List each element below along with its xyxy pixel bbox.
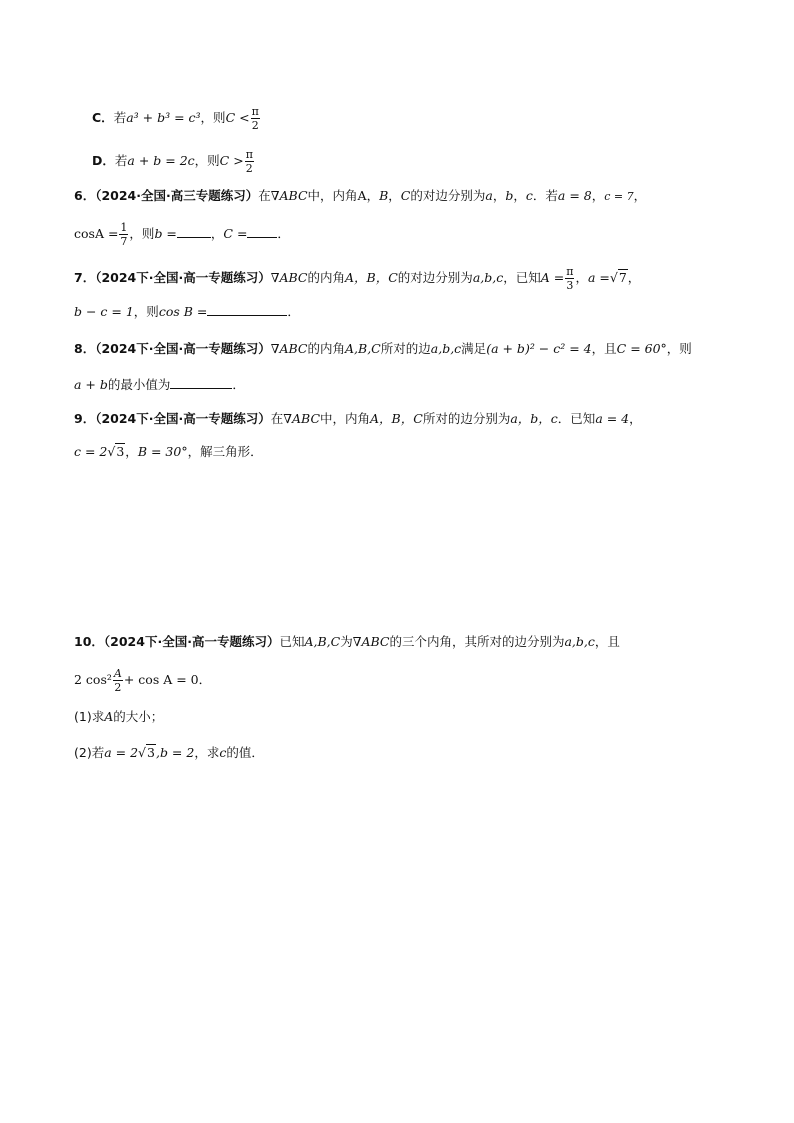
sqrt-radicand: 7 — [618, 270, 627, 285]
text: ． — [277, 226, 290, 241]
option-label: D． — [92, 153, 115, 168]
math-expression: A = — [540, 270, 565, 285]
question-9-line-1 — [74, 409, 642, 429]
text: ，则 — [133, 304, 159, 319]
text: ．已知 — [557, 411, 596, 426]
question-8-line-1 — [74, 339, 692, 359]
sqrt-radicand: 3 — [116, 444, 125, 459]
math-expression: A，B，C — [345, 270, 398, 285]
text: 的对边分别为 — [410, 188, 486, 203]
math-expression: A,B,C — [345, 341, 381, 356]
text: ． — [232, 377, 245, 392]
math-expression: + cos A = 0 — [123, 672, 199, 687]
math-expression: cos B = — [158, 304, 208, 319]
question-source: （2024·全国·高三专题练习） — [95, 188, 259, 203]
math-expression: C = — [223, 226, 248, 241]
math-expression: a + b — [74, 377, 108, 392]
text: 在 — [270, 411, 284, 426]
math-expression: a³ + b³ = c³ — [126, 110, 201, 125]
text: 在 — [258, 188, 271, 203]
text: 中，内角 — [307, 188, 358, 203]
text: 的大小； — [113, 709, 164, 724]
question-number: 10． — [74, 634, 104, 649]
answer-blank-cosb[interactable] — [207, 303, 287, 316]
question-number: 8． — [74, 341, 96, 356]
math-expression: 2 cos² — [74, 672, 112, 687]
option-d — [92, 148, 255, 175]
math-variable: c — [525, 188, 533, 203]
math-variable: a — [485, 188, 493, 203]
text: ． — [287, 304, 300, 319]
fraction — [251, 105, 260, 132]
option-label: C． — [92, 110, 114, 125]
math-variable: B — [379, 188, 389, 203]
text: 的内角 — [307, 341, 346, 356]
text: 为 — [340, 634, 353, 649]
math-variable: A — [357, 188, 367, 203]
fraction-denominator: 2 — [114, 681, 122, 694]
text: ，且 — [594, 634, 620, 649]
text: ，则 — [129, 226, 155, 241]
text: 若 — [113, 110, 127, 125]
fraction — [113, 667, 123, 694]
fraction — [245, 148, 254, 175]
text: (1)求 — [74, 709, 105, 724]
math-expression: a + b = 2c — [127, 153, 195, 168]
math-variable: b — [505, 188, 514, 203]
fraction-denominator: 2 — [245, 162, 253, 175]
text: ， — [575, 270, 588, 285]
text: ， — [210, 226, 224, 241]
math-expression: a = 2 — [104, 745, 139, 760]
text: 的最小值为 — [107, 377, 171, 392]
math-expression: ∇ABC — [270, 341, 308, 356]
math-expression: a = — [587, 270, 610, 285]
fraction — [565, 265, 574, 292]
fraction-numerator: π — [245, 148, 253, 161]
text: 的三个内角，其所对的边分别为 — [389, 634, 565, 649]
text: 所对的边分别为 — [422, 411, 511, 426]
text: ， — [627, 270, 641, 285]
text: 的值． — [226, 745, 264, 760]
math-expression: a,b,c — [430, 341, 462, 356]
fraction — [119, 221, 128, 248]
text: ，则 — [194, 153, 220, 168]
question-number: 6． — [74, 188, 96, 203]
math-expression: a,b,c — [564, 634, 595, 649]
math-expression: a = 4 — [595, 411, 630, 426]
question-number: 9． — [74, 411, 96, 426]
question-7-line-1: 7．（2024下·全国·高一专题练习）∇ABC的内角A，B，C的对边分别为a,b,c，已知A = $\frac{\pi}{3}$ ，a =√7， — [74, 265, 641, 292]
text: ， — [633, 188, 647, 203]
question-10-part-2: (2)若a = 2√3,b = 2，求c的值． — [74, 745, 264, 760]
fraction-numerator: π — [566, 265, 574, 278]
question-source: （2024下·全国·高一专题练习） — [95, 411, 271, 426]
math-expression: c = 7 — [604, 190, 634, 203]
text: ，求 — [194, 745, 220, 760]
text: ，则 — [666, 341, 692, 356]
fraction-denominator: 7 — [120, 235, 128, 248]
text: ，且 — [591, 341, 617, 356]
text: ， — [513, 188, 526, 203]
math-expression: a,b,c — [472, 270, 504, 285]
question-source: （2024下·全国·高一专题练习） — [103, 634, 280, 649]
text: ，解三角形． — [187, 444, 263, 459]
math-expression: B = 30° — [137, 444, 188, 459]
text: ， — [629, 411, 642, 426]
text: ， — [492, 188, 506, 203]
answer-blank-c[interactable] — [247, 225, 277, 238]
math-expression: a，b，c — [510, 411, 558, 426]
question-source: （2024下·全国·高一专题练习） — [95, 270, 271, 285]
text: 所对的边 — [380, 341, 431, 356]
text: (2)若 — [74, 745, 105, 760]
fraction-numerator: 1 — [120, 221, 128, 234]
fraction-numerator: A — [113, 667, 122, 680]
sqrt-radicand: 3 — [147, 745, 155, 760]
text: 已知 — [279, 634, 305, 649]
text: 的对边分别为 — [397, 270, 473, 285]
math-expression: ∇ABC — [283, 411, 321, 426]
answer-blank-min[interactable] — [170, 376, 232, 389]
math-expression: ∇ABC — [270, 188, 308, 203]
math-expression: A，B，C — [370, 411, 423, 426]
fraction-numerator: π — [251, 105, 259, 118]
math-variable: C — [400, 188, 411, 203]
question-7-line-2 — [74, 302, 300, 322]
question-number: 7． — [74, 270, 96, 285]
question-10-line-1 — [74, 632, 620, 652]
text: ， — [388, 188, 401, 203]
question-6-line-1 — [74, 186, 646, 207]
text: ， — [366, 188, 380, 203]
fraction-denominator: 3 — [566, 279, 574, 292]
math-expression: c = 2 — [74, 444, 108, 459]
question-8-line-2 — [74, 375, 245, 395]
text: ， — [125, 444, 138, 459]
math-expression: a = 8 — [557, 188, 592, 203]
text: ． — [198, 672, 212, 687]
math-expression: ,b = 2 — [155, 745, 195, 760]
question-10-line-2 — [74, 667, 211, 694]
text: ，已知 — [503, 270, 541, 285]
text: ．若 — [532, 188, 558, 203]
math-expression: ∇ABC — [270, 270, 308, 285]
text: 若 — [114, 153, 128, 168]
math-expression: C = 60° — [616, 341, 667, 356]
math-expression: A,B,C — [304, 634, 341, 649]
math-expression: C < — [225, 110, 250, 125]
math-expression: C > — [219, 153, 244, 168]
math-variable: c — [219, 745, 227, 760]
math-expression: b = — [154, 226, 177, 241]
text: 的内角 — [307, 270, 346, 285]
question-9-line-2: c = 2√3，B = 30°，解三角形． — [74, 444, 263, 459]
math-expression: ∇ABC — [352, 634, 390, 649]
text: ，则 — [200, 110, 226, 125]
text: 中，内角 — [320, 411, 371, 426]
question-10-part-1 — [74, 707, 163, 727]
math-variable: A — [104, 709, 114, 724]
math-expression: cosA = — [74, 226, 119, 241]
math-expression: (a + b)² − c² = 4 — [486, 341, 592, 356]
fraction-denominator: 2 — [251, 119, 259, 132]
text: 满足 — [461, 341, 487, 356]
answer-blank-b[interactable] — [177, 225, 211, 238]
text: ， — [591, 188, 605, 203]
question-source: （2024下·全国·高一专题练习） — [95, 341, 271, 356]
math-expression: b − c = 1 — [74, 304, 134, 319]
question-6-line-2 — [74, 221, 290, 248]
option-c — [92, 105, 261, 132]
